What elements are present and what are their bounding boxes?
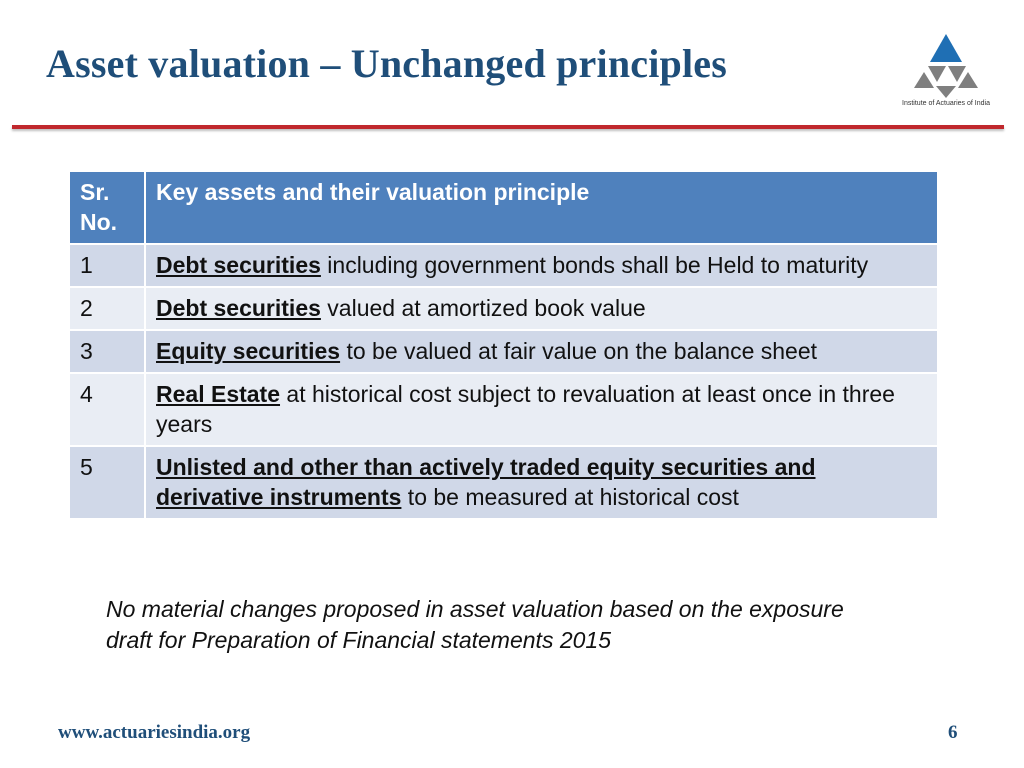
row-sr-number: 1 xyxy=(69,244,145,287)
footnote-text: No material changes proposed in asset valuation based on the exposure draft for Preparation of Financial statements 2015 xyxy=(106,596,844,653)
asset-type: Unlisted and other than actively traded equity securities and derivative instruments xyxy=(156,454,816,510)
header-key-assets: Key assets and their valuation principle xyxy=(145,171,938,244)
table-row xyxy=(69,373,938,446)
asset-type: Equity securities xyxy=(156,338,341,364)
row-sr-number: 4 xyxy=(69,373,145,446)
table-row xyxy=(69,244,938,287)
slide-title: Asset valuation – Unchanged principles xyxy=(46,41,728,86)
title-divider xyxy=(12,125,1004,129)
row-principle xyxy=(145,244,938,287)
table-row xyxy=(69,330,938,373)
footer-website-link[interactable]: www.actuariesindia.org xyxy=(58,722,251,743)
table-row xyxy=(69,446,938,519)
row-principle xyxy=(145,287,938,330)
valuation-text: including government bonds shall be Held to maturity xyxy=(320,252,869,278)
asset-type: Real Estate xyxy=(156,381,281,407)
row-sr-number: 5 xyxy=(69,446,145,519)
asset-type: Debt securities xyxy=(156,295,321,321)
row-sr-number: 2 xyxy=(69,287,145,330)
valuation-text: at historical cost subject to revaluation at least once in three years xyxy=(156,381,895,437)
logo-caption: Institute of Actuaries of India xyxy=(902,100,990,107)
table-row xyxy=(69,287,938,330)
valuation-text: to be valued at fair value on the balance sheet xyxy=(340,338,818,364)
page-number: 6 xyxy=(948,722,958,743)
row-sr-number: 3 xyxy=(69,330,145,373)
row-principle xyxy=(145,373,938,446)
row-principle xyxy=(145,446,938,519)
asset-type: Debt securities xyxy=(156,252,321,278)
asset-valuation-table xyxy=(68,170,939,520)
row-principle xyxy=(145,330,938,373)
table-header-row xyxy=(69,171,938,244)
valuation-text: valued at amortized book value xyxy=(320,295,646,321)
valuation-text: to be measured at historical cost xyxy=(401,484,739,510)
header-sr-no: Sr. No. xyxy=(69,171,145,244)
